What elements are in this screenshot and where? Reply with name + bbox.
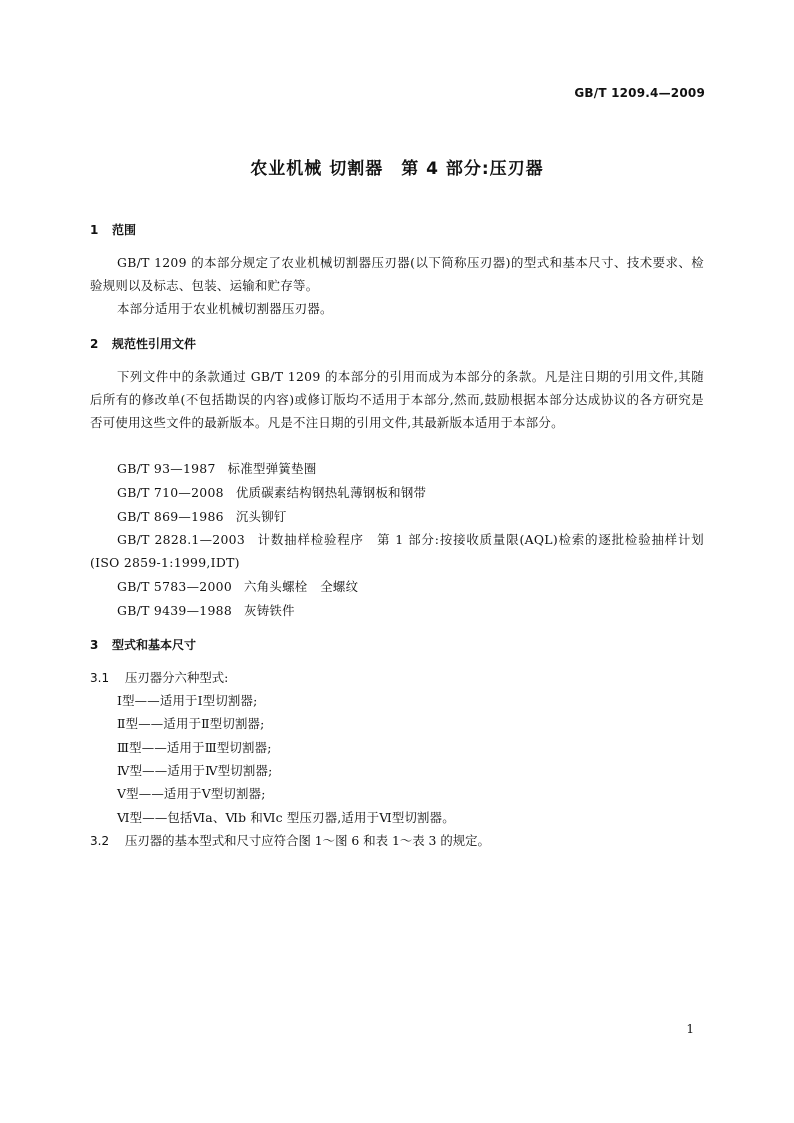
section-3-title: 型式和基本尺寸 bbox=[112, 638, 197, 652]
type-item: Ⅳ型——适用于Ⅳ型切割器; bbox=[117, 763, 273, 778]
section-3-number: 3 bbox=[90, 638, 99, 652]
type-item: Ⅲ型——适用于Ⅲ型切割器; bbox=[117, 740, 272, 755]
section-1-paragraph-1: GB/T 1209 的本部分规定了农业机械切割器压刃器(以下简称压刃器)的型式和基本尺寸、技术要求、检验规则以及标志、包装、运输和贮存等。 bbox=[90, 255, 704, 293]
reference-item bbox=[117, 457, 317, 480]
reference-code: GB/T 2828.1—2003 bbox=[117, 532, 246, 547]
section-1-title: 范围 bbox=[112, 223, 137, 237]
page-number: 1 bbox=[686, 1022, 694, 1036]
reference-item bbox=[117, 575, 358, 598]
reference-name: 计数抽样检验程序 第 1 部分:按接收质量限(AQL)检索的逐批检验抽样计划(ISO 2859-1:1999,IDT) bbox=[90, 532, 704, 570]
reference-item bbox=[117, 481, 426, 504]
type-item: Ⅵ型——包括Ⅵa、Ⅵb 和Ⅵc 型压刃器,适用于Ⅵ型切割器。 bbox=[117, 810, 455, 825]
section-2-title: 规范性引用文件 bbox=[112, 337, 197, 351]
subsection-3-1 bbox=[90, 666, 228, 690]
reference-item bbox=[117, 599, 295, 622]
subsection-text: 压刃器分六种型式: bbox=[125, 670, 229, 685]
document-title: 农业机械 切割器 第 4 部分:压刃器 bbox=[250, 159, 544, 179]
type-item: Ⅱ型——适用于Ⅱ型切割器; bbox=[117, 716, 265, 731]
type-item: Ⅰ型——适用于Ⅰ型切割器; bbox=[117, 693, 258, 708]
reference-item bbox=[90, 528, 704, 574]
reference-code: GB/T 869—1986 bbox=[117, 509, 224, 524]
reference-name: 灰铸铁件 bbox=[244, 603, 295, 618]
standard-code: GB/T 1209.4—2009 bbox=[574, 86, 705, 100]
reference-code: GB/T 9439—1988 bbox=[117, 603, 233, 618]
section-3-heading bbox=[90, 636, 196, 653]
section-1-paragraph-2: 本部分适用于农业机械切割器压刃器。 bbox=[117, 301, 333, 316]
reference-code: GB/T 5783—2000 bbox=[117, 579, 233, 594]
reference-code: GB/T 93—1987 bbox=[117, 461, 216, 476]
subsection-3-2 bbox=[90, 829, 490, 853]
subsection-number: 3.1 bbox=[90, 671, 110, 685]
subsection-text: 压刃器的基本型式和尺寸应符合图 1～图 6 和表 1～表 3 的规定。 bbox=[125, 833, 490, 848]
section-2-heading bbox=[90, 335, 196, 352]
reference-item bbox=[117, 505, 287, 528]
reference-name: 优质碳素结构钢热轧薄钢板和钢带 bbox=[235, 485, 427, 500]
reference-name: 沉头铆钉 bbox=[235, 509, 287, 524]
section-2-number: 2 bbox=[90, 337, 99, 351]
reference-name: 标准型弹簧垫圈 bbox=[227, 461, 317, 476]
type-item: Ⅴ型——适用于Ⅴ型切割器; bbox=[117, 786, 266, 801]
section-1-number: 1 bbox=[90, 223, 99, 237]
reference-name: 六角头螺栓 全螺纹 bbox=[244, 579, 359, 594]
section-1-heading bbox=[90, 221, 136, 238]
reference-code: GB/T 710—2008 bbox=[117, 485, 224, 500]
section-2-intro: 下列文件中的条款通过 GB/T 1209 的本部分的引用而成为本部分的条款。凡是注日期的引用文件,其随后所有的修改单(不包括勘误的内容)或修订版均不适用于本部分,然而,鼓励根据本部分达成协议的各方研究是否可使用这些文件的最新版本。凡是不注日期的引用文件,其最新版本适用于本部分。 bbox=[90, 369, 704, 430]
subsection-number: 3.2 bbox=[90, 834, 110, 848]
